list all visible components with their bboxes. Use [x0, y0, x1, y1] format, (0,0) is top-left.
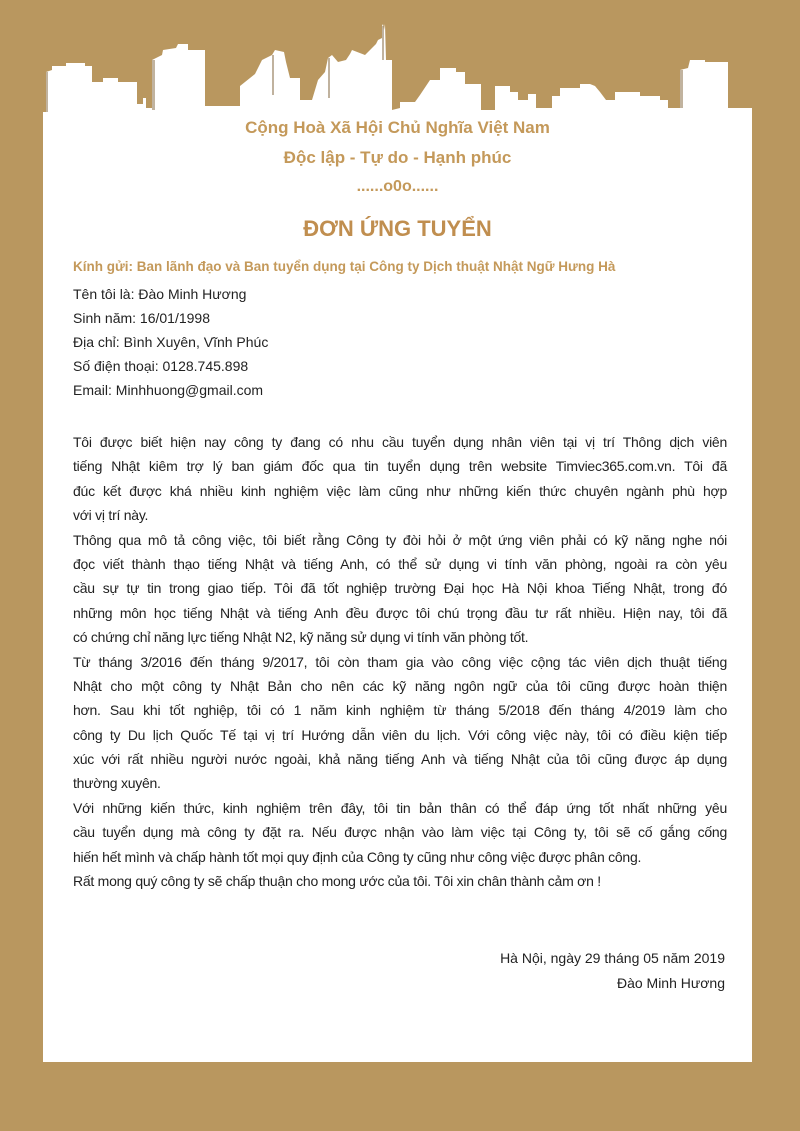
paragraph-line: những môn học tiếng Nhật và tiếng Anh đều được tôi chú trọng đầu tư rất nhiều. Hiện nay, tôi đã — [73, 604, 727, 621]
motto-heading: Độc lập - Tự do - Hạnh phúc — [283, 148, 512, 167]
signature-name: Đào Minh Hương — [616, 975, 725, 991]
paragraph-line: công ty Du lịch Quốc Tế tại vị trí Hướng dẫn viên du lịch. Với công việc này, tôi có điều kiện tiếp — [73, 726, 727, 743]
paragraph-line: đúc kết được khá nhiều kinh nghiệm việc làm cũng như những kiến thức chuyên ngành phù hợp — [73, 482, 727, 499]
nation-heading: Cộng Hoà Xã Hội Chủ Nghĩa Việt Nam — [245, 118, 550, 137]
paragraph-line: tiếng Nhật kiêm trợ lý ban giám đốc qua tin tuyển dụng trên website Timviec365.com.vn. Tôi đã — [73, 458, 727, 475]
body-paragraph — [73, 650, 727, 796]
paragraph-line: Thông qua mô tả công việc, tôi biết rằng Công ty đòi hỏi ở một ứng viên phải có kỹ năng nghe nói — [73, 531, 727, 548]
applicant-name: Tên tôi là: Đào Minh Hương — [73, 286, 247, 302]
place-and-date: Hà Nội, ngày 29 tháng 05 năm 2019 — [500, 950, 725, 966]
paragraph-line: cầu sự tự tin trong giao tiếp. Tôi đã tốt nghiệp trường Đại học Hà Nội khoa Tiếng Nhật, trong đó — [73, 580, 727, 597]
paragraph-line: Rất mong quý công ty sẽ chấp thuận cho mong ước của tôi. Tôi xin chân thành cảm ơn ! — [73, 873, 601, 890]
paragraph-line: Nhật cho một công ty Nhật Bản cho nên các kỹ năng ngôn ngữ của tôi cũng được hoàn thiện — [73, 677, 727, 694]
applicant-address: Địa chỉ: Bình Xuyên, Vĩnh Phúc — [73, 334, 269, 350]
recipient-line: Kính gửi: Ban lãnh đạo và Ban tuyển dụng tại Công ty Dịch thuật Nhật Ngữ Hưng Hà — [73, 259, 616, 274]
paragraph-line: cầu tuyển dụng mà công ty đặt ra. Nếu được nhận vào làm việc tại Công ty, tôi sẽ cố gắng cống — [73, 824, 727, 841]
applicant-email: Email: Minhhuong@gmail.com — [73, 382, 264, 398]
body-paragraph — [73, 528, 727, 650]
paragraph-line: đọc viết thành thạo tiếng Nhật và tiếng Anh, có thể sử dụng vi tính văn phòng, ngoài ra còn yêu — [73, 555, 727, 572]
paragraph-line: thường xuyên. — [73, 775, 161, 792]
applicant-info — [73, 282, 268, 402]
paragraph-line: Với những kiến thức, kinh nghiệm trên đây, tôi tin bản thân có thể đáp ứng tốt nhất những yêu — [73, 799, 727, 816]
applicant-phone: Số điện thoại: 0128.745.898 — [73, 358, 249, 374]
paragraph-line: hơn. Sau khi tốt nghiệp, tôi có 1 năm kinh nghiệm từ tháng 5/2018 đến tháng 4/2019 làm cho — [73, 702, 727, 719]
paragraph-line: Từ tháng 3/2016 đến tháng 9/2017, tôi còn tham gia vào công việc cộng tác viên dịch thuật tiếng — [73, 653, 727, 670]
paragraph-line: xúc với rất nhiều người nước ngoài, khả năng tiếng Anh và tiếng Nhật của tôi cũng được áp dụng — [73, 751, 727, 768]
letter-body — [73, 430, 727, 893]
city-skyline-decoration — [0, 0, 800, 130]
document-title: ĐƠN ỨNG TUYỂN — [303, 216, 492, 241]
separator: ......o0o...... — [356, 178, 439, 195]
body-paragraph — [73, 796, 727, 869]
paragraph-line: với vị trí này. — [73, 507, 149, 524]
applicant-birth-year: Sinh năm: 16/01/1998 — [73, 310, 210, 326]
body-paragraph — [73, 869, 727, 893]
paragraph-line: có chứng chỉ năng lực tiếng Nhật N2, kỹ năng sử dụng vi tính văn phòng tốt. — [73, 629, 529, 646]
paragraph-line: Tôi được biết hiện nay công ty đang có nhu cầu tuyển dụng nhân viên tại vị trí Thông dịch viên — [73, 434, 727, 450]
body-paragraph — [73, 430, 727, 528]
paragraph-line: hiến hết mình và chấp hành tốt mọi quy định của Công ty cũng như công việc được phân công. — [73, 848, 642, 865]
